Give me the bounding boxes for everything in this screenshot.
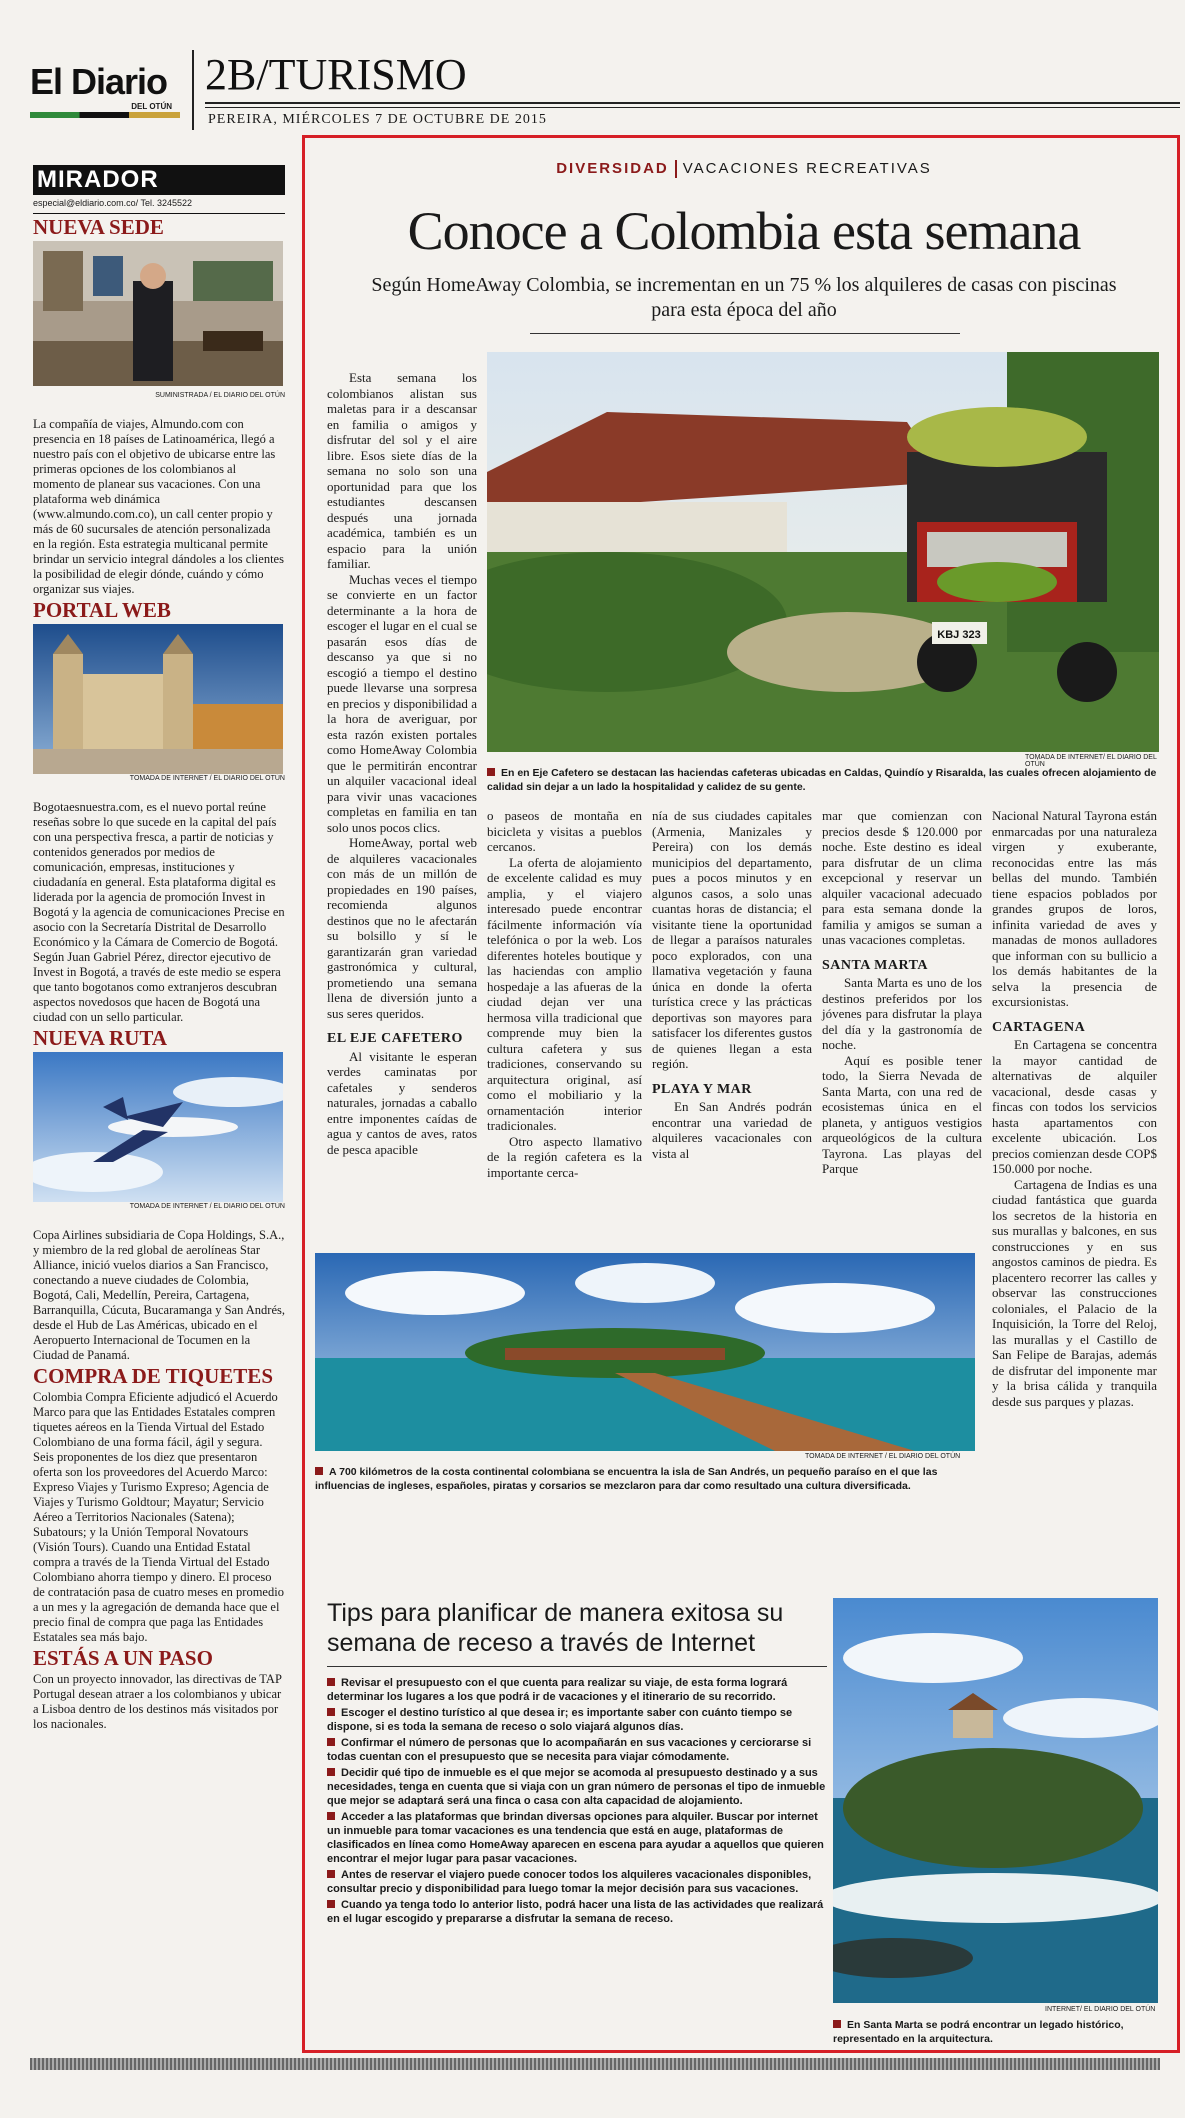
tip-bullet xyxy=(327,1870,335,1878)
kicker-divider xyxy=(675,160,677,178)
photo-caption xyxy=(487,766,1159,794)
paragraph: Muchas veces el tiempo se convierte en un factor determinante a la hora de escoger el lugar en el cual se pasarán esos días de descanso ya que si no escogió a tiempo el destino puede llevarse una sorpresa en precios y disponibilidad a la hora de averiguar, por esta razón existen portales como HomeAway Colombia que le permitirán encontrar un alquiler vacacional ideal para vivir unas vacaciones completas en familia en tan solo unos pocos clics. xyxy=(327,571,477,835)
tip-item xyxy=(327,1898,827,1926)
tips-title: Tips para planificar de manera exitosa su semana de receso a través de Internet xyxy=(327,1599,784,1657)
tip-bullet xyxy=(327,1738,335,1746)
bogota-cathedral-photo xyxy=(33,624,283,769)
santa-marta-photo xyxy=(833,1598,1158,2003)
subheading-playa-y-mar: PLAYA Y MAR xyxy=(652,1081,752,1097)
tip-text: Decidir qué tipo de inmueble es el que mejor se acomoda al presupuesto destinado y a sus necesidades, tenga en cuenta que si viaja con un gran número de personas el tipo de inmueble que mejor se adaptará será una finca o casa con alta capacidad de alojamiento. xyxy=(327,1767,826,1807)
paragraph: Cartagena de Indias es una ciudad fantástica que guarda los secretos de la historia en sus murallas y balcones, en sus construcciones y en sus angostos caminos de piedra. Es placentero recorrer las calles y observar las construcciones coloniales, el Palacio de la Inquisición, la Torre del Reloj, las murallas y el Castillo de San Felipe de Barajas, además de disfrutar del imponente mar y la brisa cálida y tranquila desde sus parques y plazas. xyxy=(992,1176,1157,1409)
paragraph: Aquí es posible tener todo, la Sierra Nevada de Santa Marta, con una red de ecosistemas única en el planeta, y antiguos vestigios arqueológicos de la cultura Tayrona. Las playas del Parque xyxy=(822,1052,982,1176)
paragraph: nía de sus ciudades capitales (Armenia, Manizales y Pereira) con los demás municipios del departamento, pues a pocos minutos y en algunos casos, a solo unas cuantas horas de distancia; el visitante tiene la oportunidad de llegar a paraísos naturales poco explorados, con una llamativa vegetación y fauna única en donde la oferta turística crece y las prácticas deportivas son mayores para satisfacer los diferentes gustos de quienes llegan a esta región. xyxy=(652,808,812,1071)
newspaper-logo xyxy=(30,62,180,122)
sidebar-contact: especial@eldiario.com.co/ Tel. 3245522 xyxy=(33,195,285,214)
article-column-3 xyxy=(652,808,812,1161)
tip-bullet xyxy=(327,1900,335,1908)
masthead-rule-thin xyxy=(205,107,1180,108)
caption-bullet xyxy=(833,2020,841,2028)
photo-credit: TOMADA DE INTERNET / EL DIARIO DEL OTÚN xyxy=(129,775,285,782)
sidebar-text: Con un proyecto innovador, las directivas de TAP Portugal desean atraer a los colombianos y ubicar a Lisboa dentro de los destinos más visitados por los nacionales. xyxy=(33,1672,282,1731)
paragraph: Santa Marta es uno de los destinos preferidos por los jóvenes para disfrutar la playa del día y la gastronomía de noche. xyxy=(822,975,982,1052)
bottom-rule xyxy=(30,2058,1160,2070)
tip-text: Confirmar el número de personas que lo acompañarán en sus vacaciones y cerciorarse si todas cuentan con el presupuesto que se necesita para viajar cómodamente. xyxy=(327,1737,812,1763)
section-name: TURISMO xyxy=(268,50,467,99)
kicker-topic: VACACIONES RECREATIVAS xyxy=(682,160,932,177)
airplane-photo xyxy=(33,1052,283,1197)
sidebar-heading: NUEVA SEDE xyxy=(33,215,164,239)
photo-caption xyxy=(833,2018,1158,2046)
sidebar-text: Colombia Compra Eficiente adjudicó el Acuerdo Marco para que las Entidades Estatales compren tiquetes aéreos en la Tienda Virtual del Estado Colombiano de una forma fácil, ágil y segura. Seis proponentes de los diez que presentaron oferta son los proveedores del Acuerdo Marco: Expreso Viajes y Turismo Expreso; Agencia de Viajes y Turismo Goldtour; Mayatur; Servicio Aéreo a Territorios Nacionales (Satena); Subatours; y la Unión Temporal Novatours (Visión Tours). Cuando una Entidad Estatal compra a través de la Tienda Virtual del Estado Colombiano ahorra tiempo y dinero. El proceso de contratación pasa de cuatro meses en promedio a un mes y la agregación de demanda hace que el precio final de compra que paga las Entidades Estatales sea más bajo. xyxy=(33,1390,284,1644)
caption-bullet xyxy=(315,1467,323,1475)
article-headline: Conoce a Colombia esta semana xyxy=(407,201,1081,261)
article-column-5 xyxy=(992,808,1157,1409)
issue-date: PEREIRA, MIÉRCOLES 7 DE OCTUBRE DE 2015 xyxy=(208,112,547,127)
photo-caption xyxy=(315,1465,975,1493)
mirador-sidebar xyxy=(33,165,285,2045)
tips-rule xyxy=(327,1666,827,1667)
tip-bullet xyxy=(327,1708,335,1716)
tip-item xyxy=(327,1868,827,1896)
article-column-2 xyxy=(487,808,642,1180)
jeep-photo xyxy=(487,352,1159,752)
paragraph: Al visitante le esperan verdes caminatas por cafetales y senderos naturales, jornadas a caballo entre imponentes caídas de agua y cantos de aves, ratos de pesca apacible xyxy=(327,1048,477,1157)
article-kicker xyxy=(305,160,1183,178)
tip-text: Antes de reservar el viajero puede conocer todos los alquileres vacacionales disponibles, consultar precio y disponibilidad para luego tomar la mejor decisión para sus vacaciones. xyxy=(327,1869,812,1895)
san-andres-photo xyxy=(315,1253,975,1451)
caption-text: En en Eje Cafetero se destacan las haciendas cafeteras ubicadas en Caldas, Quindío y Risaralda, las cuales ofrecen alojamiento de calidad sin dejar a un lado la hospitalidad y calidez de su gente. xyxy=(487,767,1157,793)
photo-credit: INTERNET/ EL DIARIO DEL OTÚN xyxy=(1045,2006,1156,2013)
tip-text: Revisar el presupuesto con el que cuenta para realizar su viaje, de esta forma logrará determinar los lugares a los que podrá ir de vacaciones y el itinerario de su recorrido. xyxy=(327,1677,788,1703)
paragraph: La oferta de alojamiento de excelente calidad es muy amplia, y el viajero interesado puede encontrar fácilmente información vía telefónica o por la web. Los diferentes hoteles boutique y las haciendas con amplio hospedaje a las afueras de la ciudad dejan ver una hermosa villa tradicional que comprende muy bien la cultura cafetera y sus tradiciones, conservando su arquitectura original, así como el mobiliario y la ornamentación interior tradicionales. xyxy=(487,854,642,1133)
tip-bullet xyxy=(327,1812,335,1820)
tip-text: Escoger el destino turístico al que desea ir; es importante saber con cuánto tiempo se dispone, si es toda la semana de receso o solo viajará algunos días. xyxy=(327,1707,793,1733)
masthead-divider xyxy=(192,50,194,130)
tip-text: Acceder a las plataformas que brindan diversas opciones para alquiler. Buscar por internet un inmueble para tomar vacaciones es una tendencia que está en auge, plataformas de clasificados en línea como HomeAway aparecen en escena para ayudar a aquellos que quieren encontrar el mejor lugar para pasar vacaciones. xyxy=(327,1811,824,1865)
sidebar-text: Bogotaesnuestra.com, es el nuevo portal reúne reseñas sobre lo que sucede en la capital del país con una perspectiva fresca, a partir de noticias y contenidos generados por medios de comunicación, empresas, instituciones y ciudadanía en general. Esta plataforma digital es liderada por la agencia de promoción Invest in Bogotá y la agencia de comunicaciones Precise en asocio con la Secretaría Distrital de Desarrollo Económico y la Cámara de Comercio de Bogotá. Según Juan Gabriel Pérez, director ejecutivo de Invest in Bogotá, a través de este medio se espera que tanto bogotanos como extranjeros descubran aspectos novedosos que hacen de Bogotá una ciudad con un sello particular. xyxy=(33,800,285,1024)
feature-article-frame xyxy=(302,135,1180,2053)
tip-bullet xyxy=(327,1678,335,1686)
subheading-santa-marta: SANTA MARTA xyxy=(822,957,928,973)
subheading-eje-cafetero: EL EJE CAFETERO xyxy=(327,1031,463,1046)
article-column-1 xyxy=(327,370,477,1157)
page-number: 2B/ xyxy=(205,50,269,99)
sidebar-heading: PORTAL WEB xyxy=(33,598,171,622)
paragraph: Nacional Natural Tayrona están enmarcadas por una naturaleza virgen y exuberante, reconocidas entre las más bellas del mundo. También tiene espacios poblados por grandes grupos de loros, infinita variedad de aves y manadas de monos aulladores que informan con su bullicio a los demás habitantes de la selva la presencia de excursionistas. xyxy=(992,808,1157,1009)
article-subhead: Según HomeAway Colombia, se incrementan en un 75 % los alquileres de casas con piscinas para esta época del año xyxy=(371,274,1117,321)
masthead-rule xyxy=(205,102,1180,104)
paragraph: Otro aspecto llamativo de la región cafetera es la importante cerca- xyxy=(487,1133,642,1180)
paragraph: Esta semana los colombianos alistan sus maletas para ir a descansar en familia o amigos y disfrutar del sol y el aire libre. Esos siete días de la semana no solo son una oportunidad para que los estudiantes descansen después una jornada académica, también es un espacio para la unión familiar. xyxy=(327,370,477,571)
photo-credit: TOMADA DE INTERNET / EL DIARIO DEL OTÚN xyxy=(805,1453,961,1460)
caption-text: A 700 kilómetros de la costa continental colombiana se encuentra la isla de San Andrés, un pequeño paraíso en el que las influencias de ingleses, españoles, piratas y corsarios se mezclaron para dar como resultado una cultura diversificada. xyxy=(315,1466,938,1492)
masthead xyxy=(30,50,1150,135)
tip-text: Cuando ya tenga todo lo anterior listo, podrá hacer una lista de las actividades que realizará en el lugar escogido y prepararse a disfrutar la semana de receso. xyxy=(327,1899,824,1925)
sidebar-text: La compañía de viajes, Almundo.com con presencia en 18 países de Latinoamérica, llegó a nuestro país con el objetivo de ubicarse entre las primeras opciones de los colombianos al momento de planear sus vacaciones. Con una plataforma web dinámica (www.almundo.com.co), un call center propio y más de 60 sucursales de atención personalizada en la región. Esta estrategia multicanal permite brindar un servicio integral dándoles a los clientes la posibilidad de elegir dónde, cuándo y cómo organizar sus viajes. xyxy=(33,417,284,596)
photo-credit: TOMADA DE INTERNET / EL DIARIO DEL OTÚN xyxy=(129,1203,285,1210)
sidebar-heading: COMPRA DE TIQUETES xyxy=(33,1364,273,1388)
tip-bullet xyxy=(327,1768,335,1776)
photo-credit: TOMADA DE INTERNET/ EL DIARIO DEL OTÚN xyxy=(1025,754,1157,768)
photo-credit: SUMINISTRADA / EL DIARIO DEL OTÚN xyxy=(155,392,285,399)
sidebar-text: Copa Airlines subsidiaria de Copa Holdings, S.A., y miembro de la red global de aerolíneas Star Alliance, inició vuelos diarios a San Francisco, conectando a nueve ciudades de Colombia, Bogotá, Cali, Medellín, Pereira, Cartagena, Barranquilla, Cúcuta, Bucaramanga y San Andrés, desde el Hub de Las Américas, ubicado en el Aeropuerto Internacional de Tocumen en la Ciudad de Panamá. xyxy=(33,1228,286,1362)
paragraph: HomeAway, portal web de alquileres vacacionales con más de un millón de propiedades en 190 países, recomienda algunos destinos que no le afectarán su bolsillo y sí le garantizarán gran variedad gastronómica y cultural, prometiendo una semana llena de diversión junto a sus seres queridos. xyxy=(327,835,477,1021)
sidebar-title: MIRADOR xyxy=(33,165,285,195)
logo-color-bar xyxy=(30,112,180,118)
section-title xyxy=(205,50,467,100)
paragraph: En Cartagena se concentra la mayor cantidad de alternativas de alquiler vacacional, desde casas y fincas con todos los servicios hasta apartamentos con excelente ubicación. Los precios comienzan desde COP$ 150.000 por noche. xyxy=(992,1037,1157,1176)
caption-text: En Santa Marta se podrá encontrar un legado histórico, representado en la arquitectura. xyxy=(833,2019,1124,2045)
logo-sub: DEL OTÚN xyxy=(131,102,172,111)
subheading-cartagena: CARTAGENA xyxy=(992,1019,1086,1035)
paragraph: o paseos de montaña en bicicleta y visitas a pueblos cercanos. xyxy=(487,808,642,854)
license-plate: KBJ 323 xyxy=(937,629,981,641)
tip-item xyxy=(327,1706,827,1734)
tips-list xyxy=(327,1676,827,1928)
article-column-4 xyxy=(822,808,982,1177)
tip-item xyxy=(327,1676,827,1704)
subhead-rule xyxy=(530,333,960,334)
sidebar-heading: ESTÁS A UN PASO xyxy=(33,1646,213,1670)
tip-item xyxy=(327,1810,827,1866)
office-photo xyxy=(33,241,283,386)
kicker-category: DIVERSIDAD xyxy=(556,160,669,177)
paragraph: mar que comienzan con precios desde $ 120.000 por noche. Este destino es ideal para disfrutar de un clima excepcional y reservar un alquiler vacacional adecuado para esta semana donde la familia y amigos se suman a unas vacaciones completas. xyxy=(822,808,982,947)
sidebar-heading: NUEVA RUTA xyxy=(33,1026,167,1050)
tip-item xyxy=(327,1736,827,1764)
paragraph: En San Andrés podrán encontrar una variedad de alquileres vacacionales con vista al xyxy=(652,1099,812,1161)
logo-main: El Diario xyxy=(30,61,168,102)
caption-bullet xyxy=(487,768,495,776)
tip-item xyxy=(327,1766,827,1808)
